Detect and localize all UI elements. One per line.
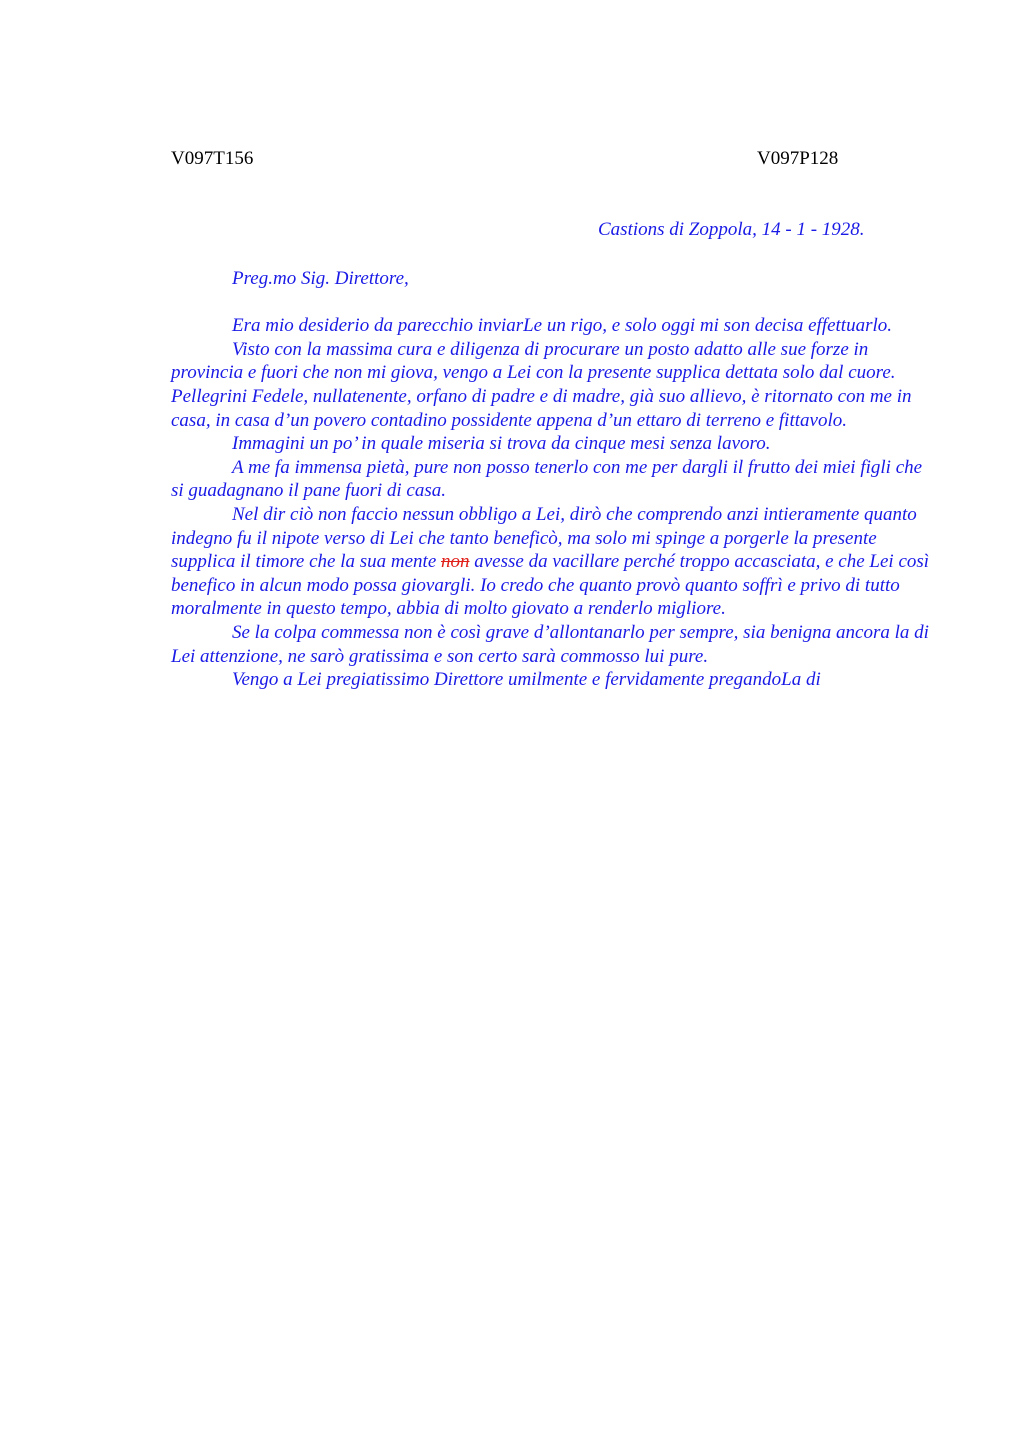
letter-paragraph-3: Immagini un po’ in quale miseria si trova da cinque mesi senza lavoro. (232, 433, 771, 455)
letter-paragraph-2: Visto con la massima cura e diligenza di procurare un posto adatto alle sue forze in provincia e fuori che non mi giova, vengo a Lei con la presente supplica dettata solo dal cuore. Pellegrini Fedele, nullatenente, orfano di padre e di madre, già suo allievo, è ritornato con me in casa, in casa d’un povero contadino possidente appena d’un ettaro di terreno e fittavolo. (171, 338, 912, 431)
letter-paragraph-6: Se la colpa commessa non è così grave d’allontanarlo per sempre, sia benigna ancora la di Lei attenzione, ne sarò gratissima e son certo sarà commosso lui pure. (171, 621, 929, 667)
letter-paragraph-4: A me fa immensa pietà, pure non posso tenerlo con me per dargli il frutto dei miei figli che si guadagnano il pane fuori di casa. (171, 456, 923, 502)
letter-paragraph-1: Era mio desiderio da parecchio inviarLe un rigo, e solo oggi mi son decisa effettuarlo. (232, 315, 893, 337)
letter-dateline: Castions di Zoppola, 14 - 1 - 1928. (598, 219, 865, 240)
letter-paragraph-5-start: Nel dir ciò non faccio nessun obbligo a Lei, dirò che comprendo anzi intieramente quanto indegno fu il nipote verso di Lei che tanto beneficò, ma solo mi spinge a porgerle la presente supplica il timore che la sua mente (171, 503, 917, 573)
struck-word: non (441, 551, 470, 573)
letter-paragraph-5 (171, 503, 931, 621)
letter-paragraph-5-end: avesse da vacillare perché troppo accasciata, e che Lei così benefico in alcun modo possa giovargli. Io credo che quanto provò quanto soffrì e privo di tutto moralmente in questo tempo, abbia di molto giovato a renderlo migliore. (171, 551, 930, 620)
letter-salutation: Preg.mo Sig. Direttore, (232, 267, 409, 289)
document-code-right: V097P128 (757, 148, 839, 169)
letter-paragraph-7: Vengo a Lei pregiatissimo Direttore umilmente e fervidamente pregandoLa di (232, 669, 821, 691)
letter-body (171, 218, 931, 692)
document-code-left: V097T156 (171, 148, 254, 169)
